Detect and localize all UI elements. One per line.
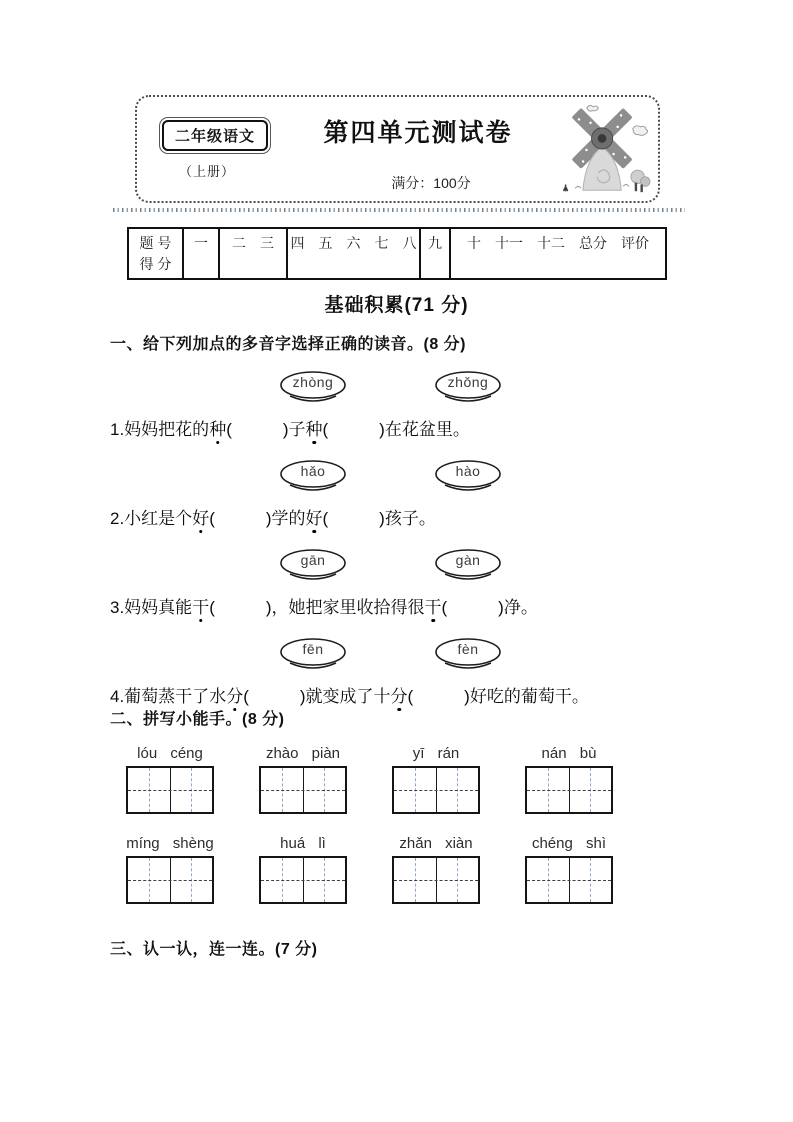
writing-grid-unit [525,835,613,904]
sentence-text: 2.小红是个 [110,509,193,528]
pinyin-option-label: hào [455,463,481,479]
dotted-character: 好 [306,504,323,529]
pinyin-option-oval [278,370,348,407]
section-2 [110,706,688,925]
pinyin-option-label: fēn [302,641,324,657]
sentence-text: ( )好吃的葡萄干。 [407,687,589,706]
pinyin-word-label: nán bù [541,745,597,762]
writing-grid-unit [259,745,347,814]
writing-grid-row [126,745,688,814]
question-sentence [110,415,688,440]
pinyin-word-label: míng shèng [126,835,214,852]
pinyin-option-row [110,459,688,497]
pinyin-word-label: lóu céng [137,745,203,762]
pinyin-option-oval [278,637,348,674]
pinyin-option-label: zhòng [292,374,334,390]
sentence-text: ( )，她把家里收拾得很 [209,598,425,617]
pinyin-option-oval [278,459,348,496]
grade-badge [159,117,271,154]
pinyin-word-label: zhào piàn [265,745,341,762]
sentence-text: 4.葡萄蒸干了水 [110,687,227,706]
score-table-col-10-12-total: 十 十一 十二 总分 评价 [449,229,665,278]
sentence-text: ( )孩子。 [322,509,436,528]
writing-grid-unit [392,835,480,904]
question-sentence [110,504,688,529]
pinyin-option-oval [433,637,503,674]
section-2-title: 二、拼写小能手。(8 分) [110,711,285,728]
writing-grid [392,856,480,904]
pinyin-option-oval [433,459,503,496]
pinyin-option-oval [433,370,503,407]
pinyin-option-row [110,637,688,675]
full-score-label: 满分：100分 [391,175,471,191]
writing-grid [392,766,480,814]
writing-grid-unit [525,745,613,814]
part-heading: 基础积累(71 分) [324,295,469,316]
writing-grid [525,766,613,814]
score-table-col-4-8: 四 五 六 七 八 [286,229,419,278]
header-box [135,95,660,203]
writing-grid [126,766,214,814]
dotted-character: 分 [391,682,408,707]
section-1-title: 一、给下列加点的多音字选择正确的读音。(8 分) [110,336,467,353]
writing-grid [259,766,347,814]
writing-grid [525,856,613,904]
pinyin-option-row [110,548,688,586]
dotted-character: 好 [192,504,209,529]
writing-grid-unit [126,745,214,814]
score-table-col-1: 一 [182,229,218,278]
writing-grid-unit [392,745,480,814]
score-table [127,227,667,280]
dotted-character: 分 [226,682,243,707]
dotted-character: 干 [425,593,442,618]
sentence-text: ( )就变成了十 [243,687,391,706]
pinyin-option-label: hǎo [300,463,326,479]
score-table-col-9: 九 [419,229,449,278]
dotted-character: 种 [209,415,226,440]
volume-label: （上册） [179,164,236,179]
score-label: 得 分 [139,256,172,272]
dotted-character: 种 [306,415,323,440]
section-3 [110,936,688,975]
question-sentence [110,682,688,707]
sentence-text: ( )净。 [441,598,538,617]
pinyin-word-label: zhǎn xiàn [399,835,473,852]
sentence-text: ( )子 [226,420,306,439]
dotted-character: 干 [192,593,209,618]
writing-grid [259,856,347,904]
question-sentence [110,593,688,618]
grade-badge-label: 二年级语文 [162,120,268,151]
writing-grid-row [126,835,688,904]
pinyin-option-oval [433,548,503,585]
pinyin-option-label: fèn [457,641,479,657]
cut-line-separator [113,208,685,212]
windmill-illustration [555,100,653,196]
score-table-col-2-3: 二 三 [218,229,286,278]
question-number-label: 题 号 [139,235,172,251]
sentence-text: 1.妈妈把花的 [110,420,210,439]
score-table-label-cell [129,229,182,278]
pinyin-word-label: chéng shì [531,835,607,852]
writing-grid-unit [126,835,214,904]
sentence-text: 3.妈妈真能 [110,598,193,617]
sentence-text: ( )在花盆里。 [322,420,470,439]
paper-title: 第四单元测试卷 [323,119,513,147]
writing-grid-unit [259,835,347,904]
section-3-title: 三、认一认，连一连。(7 分) [110,941,318,958]
pinyin-option-oval [278,548,348,585]
pinyin-option-label: zhǒng [447,374,489,390]
pinyin-word-label: yī rán [412,745,460,762]
section-1 [110,331,688,726]
pinyin-option-label: gān [300,552,326,568]
pinyin-option-label: gàn [455,552,481,568]
writing-grid [126,856,214,904]
sentence-text: ( )学的 [209,509,306,528]
pinyin-option-row [110,370,688,408]
pinyin-word-label: huá lì [280,835,326,852]
